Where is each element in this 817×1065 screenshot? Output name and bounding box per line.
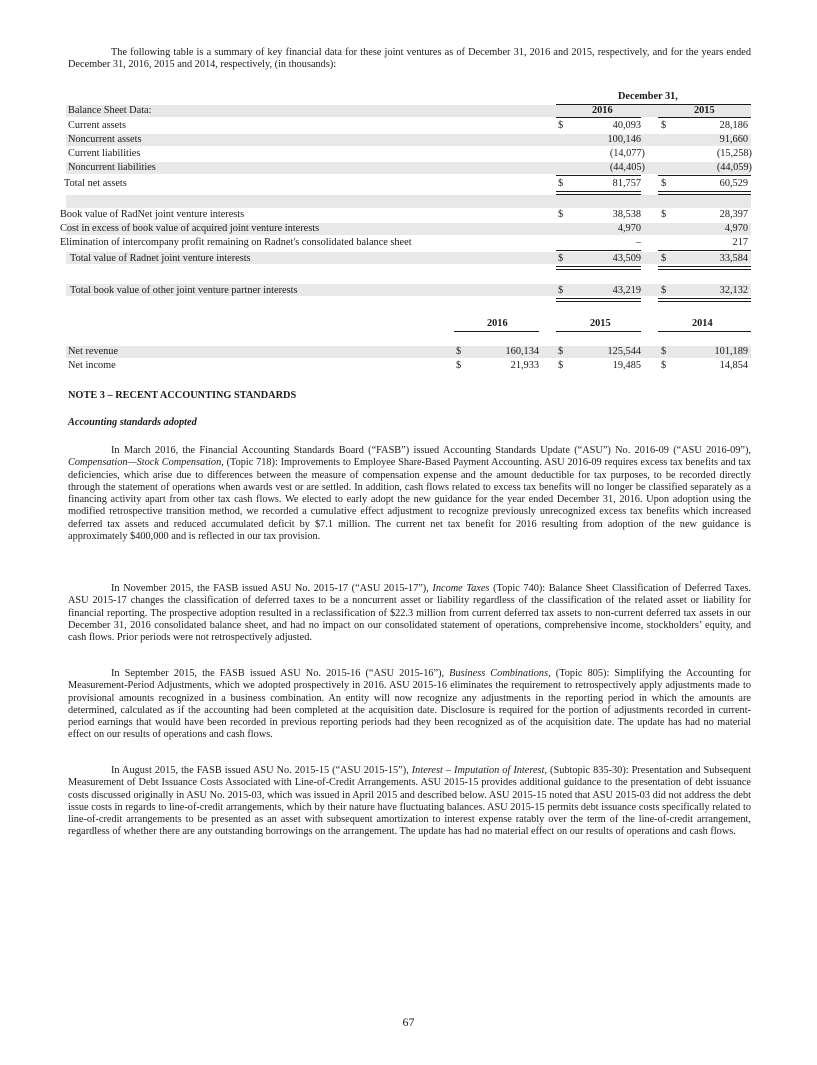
value-2016: 81,757 [612, 178, 641, 189]
row-label: Net income [68, 360, 116, 371]
paragraph-italic: Compensation—Stock Compensation [68, 457, 222, 469]
value-2016: 40,093 [612, 120, 641, 131]
paragraph-asu-2015-16 [68, 668, 751, 742]
paragraph-text: In March 2016, the Financial Accounting Standards Board (“FASB”) issued Accounting Standards Update (“ASU”) No. 2016-09 (“ASU 2016-09”), [111, 445, 751, 456]
row-label: Cost in excess of book value of acquired joint venture interests [60, 223, 320, 234]
dollar-sign: $ [661, 346, 667, 357]
dollar-sign: $ [558, 178, 564, 189]
value-2015: 19,485 [612, 360, 641, 371]
total-double-rule [658, 266, 751, 270]
col-2016-header: 2016 [592, 105, 613, 116]
dollar-sign: $ [558, 253, 564, 264]
paragraph-asu-2015-15 [68, 765, 751, 839]
total-double-rule [556, 266, 641, 270]
dollar-sign: $ [661, 285, 667, 296]
value-2015: 33,584 [719, 253, 748, 264]
row-shade [66, 162, 751, 174]
paragraph-text: In November 2015, the FASB issued ASU No. 2015-17 (“ASU 2015-17”), [111, 583, 433, 594]
dollar-sign: $ [558, 285, 564, 296]
row-label: Total net assets [64, 178, 127, 189]
row-label: Current assets [68, 120, 127, 131]
value-2015: (15,258) [716, 148, 752, 159]
subtotal-rule [556, 250, 641, 251]
dollar-sign: $ [558, 346, 564, 357]
paragraph-text: , (Subtopic 835-30): Presentation and Subsequent Measurement of Debt Issuance Costs Associated with Line-of-Credit Arrangements. ASU 2015-15 provides additional guidance to the presentation of debt issuance costs discussed originally in ASU No. 2015-03, which was issued in April 2015 and described below. ASU 2015-15 noted that ASU 2015-03 did not address the debt issue costs in regards to line-of-credit arrangements, which by their nature have fluctuating balances. ASU 2015-15 permits debt issuance costs specifically related to line-of-credit arrangements to be presented as an asset with subsequent amortization to interest expense ratably over the term of the line-of-credit arrangement, regardless of whether there are any outstanding borrowings on the arrangement. The update has had no material effect on our results of operations and cash flows. [68, 765, 751, 838]
dollar-sign: $ [558, 120, 564, 131]
subtotal-rule [658, 175, 751, 176]
row-label: Current liabilities [68, 148, 141, 159]
col-2016-rule [556, 117, 641, 118]
total-double-rule [556, 298, 641, 302]
subtotal-rule [556, 175, 641, 176]
value-2016: – [635, 237, 641, 248]
value-2016: 4,970 [617, 223, 641, 234]
dollar-sign: $ [661, 360, 667, 371]
value-2016: 100,146 [607, 134, 641, 145]
paragraph-asu-2016-09 [68, 445, 751, 543]
row-label: Noncurrent liabilities [68, 162, 156, 173]
dollar-sign: $ [661, 178, 667, 189]
value-2016: 43,509 [612, 253, 641, 264]
total-double-rule [658, 298, 751, 302]
value-2016: (14,077) [609, 148, 645, 159]
row-label: Total value of Radnet joint venture interests [70, 253, 251, 264]
row-label: Elimination of intercompany profit remaining on Radnet's consolidated balance sheet [60, 237, 412, 248]
spacer-shade [66, 195, 751, 208]
value-2016: (44,405) [609, 162, 645, 173]
row-label: Total book value of other joint venture partner interests [70, 285, 298, 296]
value-2015: (44,059) [716, 162, 752, 173]
value-2016: 38,538 [612, 209, 641, 220]
subtotal-rule [658, 250, 751, 251]
dollar-sign: $ [456, 360, 462, 371]
paragraph-text: , (Topic 718): Improvements to Employee Share-Based Payment Accounting. ASU 2016-09 requires excess tax benefits and tax deficiencies, which arise due to differences between the measure of compensation expense and the amount deductible for tax purposes, to be recorded directly through the statement of operations when awards vest or are settled. In addition, cash flows related to excess tax benefits will no longer be classified separately as a financing activity apart from other tax cash flows. We elected to early adopt the new guidance for the year ended December 31, 2016. Upon adoption using the modified retrospective transition method, we recorded a cumulative effect adjustment to recognize previously unrecognized excess tax benefits which increased deferred tax assets and reduced accumulated deficit by $7.1 million. The current net tax benefit for 2016 resulting from adoption of the new guidance is approximately $400,000 and is reflected in our tax provision. [68, 457, 751, 543]
december-31-header: December 31, [618, 91, 678, 102]
paragraph-italic: Business Combinations, [449, 668, 551, 679]
paragraph-text: In September 2015, the FASB issued ASU No. 2015-16 (“ASU 2015-16”), [111, 668, 450, 679]
value-2015: 91,660 [719, 134, 748, 145]
income-col-rule [658, 331, 751, 332]
row-shade [66, 134, 751, 146]
income-col-2015-header: 2015 [590, 318, 611, 329]
value-2014: 14,854 [719, 360, 748, 371]
paragraph-text: (Topic 805): Simplifying the Accounting for Measurement-Period Adjustments, which we adopted prospectively in 2016. ASU 2015-16 eliminates the requirement to retrospectively apply adjustments made to provisional amounts recognized in a business combination. An entity will now recognize any adjustments in the reporting period in which the amounts are determined, calculated as if the accounting had been completed at the acquisition date. Disclosure is required for the portion of adjustments recorded in current-period earnings that would have been recorded in previous reporting periods had they been recognized as of the acquisition date. The update has had no material effect on our results of operations and cash flows. [68, 668, 751, 741]
value-2015: 28,397 [719, 209, 748, 220]
dollar-sign: $ [558, 209, 564, 220]
paragraph-text: (Topic 740): Balance Sheet Classification of Deferred Taxes. ASU 2015-17 changes the classification of deferred taxes to be a noncurrent asset or liability regardless of the classification of the related asset or liability for financial reporting. The prospective adoption resulted in a reclassification of $22.3 million from current deferred tax assets to non-current deferred tax assets in our December 31, 2016 consolidated balance sheet, and had no impact on our consolidated statement of operations, comprehensive income, stockholders’ equity, and cash flows. Prior periods were not retrospectively adjusted. [68, 583, 751, 644]
dollar-sign: $ [661, 253, 667, 264]
value-2015: 28,186 [719, 120, 748, 131]
row-label: Book value of RadNet joint venture interests [60, 209, 245, 220]
row-label: Net revenue [68, 346, 119, 357]
paragraph-asu-2015-17 [68, 583, 751, 644]
value-2015: 125,544 [607, 346, 641, 357]
dollar-sign: $ [661, 120, 667, 131]
value-2015: 60,529 [719, 178, 748, 189]
paragraph-italic: Income Taxes [432, 583, 490, 594]
dollar-sign: $ [456, 346, 462, 357]
value-2014: 101,189 [714, 346, 748, 357]
value-2016: 21,933 [510, 360, 539, 371]
income-col-2016-header: 2016 [487, 318, 508, 329]
income-col-rule [454, 331, 539, 332]
row-shade [66, 105, 751, 117]
paragraph-italic: Interest – Imputation of Interest [411, 765, 545, 776]
income-col-2014-header: 2014 [692, 318, 713, 329]
income-col-rule [556, 331, 641, 332]
value-2016: 160,134 [505, 346, 539, 357]
intro-paragraph: The following table is a summary of key financial data for these joint ventures as of December 31, 2016 and 2015, respectively, and for the years ended December 31, 2016, 2015 and 2014, respectively, (in thousands): [68, 47, 751, 71]
col-2015-header: 2015 [694, 105, 715, 116]
row-shade [66, 346, 751, 358]
balance-sheet-label: Balance Sheet Data: [68, 105, 152, 116]
dollar-sign: $ [661, 209, 667, 220]
section-subheading: Accounting standards adopted [68, 417, 197, 428]
value-2016: 43,219 [612, 285, 641, 296]
row-label: Noncurrent assets [68, 134, 142, 145]
page-number: 67 [402, 1015, 415, 1029]
value-2015: 4,970 [724, 223, 748, 234]
value-2015: 217 [732, 237, 748, 248]
value-2015: 32,132 [719, 285, 748, 296]
note-heading: NOTE 3 – RECENT ACCOUNTING STANDARDS [68, 390, 297, 401]
col-2015-rule [658, 117, 751, 118]
dollar-sign: $ [558, 360, 564, 371]
paragraph-text: In August 2015, the FASB issued ASU No. 2015-15 (“ASU 2015-15”), [111, 765, 412, 776]
